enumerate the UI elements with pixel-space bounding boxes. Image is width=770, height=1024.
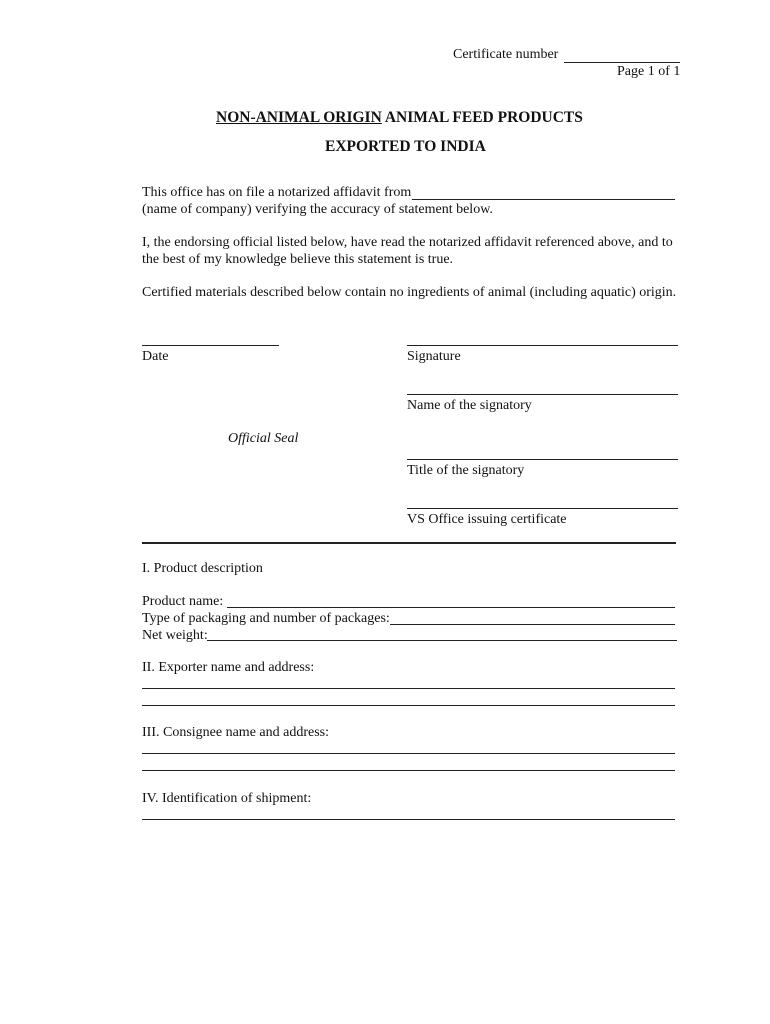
exporter-field-line1[interactable] — [142, 688, 675, 689]
consignee-heading: III. Consignee name and address: — [142, 725, 329, 740]
product-name-label: Product name: — [142, 594, 224, 609]
date-field[interactable] — [142, 345, 279, 346]
title-underlined-part: NON-ANIMAL ORIGIN — [216, 109, 382, 126]
identification-field-line1[interactable] — [142, 819, 675, 820]
signatory-name-label: Name of the signatory — [407, 398, 532, 413]
consignee-field-line1[interactable] — [142, 753, 675, 754]
certificate-number-label: Certificate number — [453, 47, 559, 62]
certificate-number-field[interactable] — [564, 62, 680, 63]
certified-statement: Certified materials described below contain no ingredients of animal (including aquatic) origin. — [142, 285, 677, 300]
signatory-title-field[interactable] — [407, 459, 678, 460]
endorsement-statement-line1: I, the endorsing official listed below, have read the notarized affidavit referenced above, and to — [142, 235, 673, 250]
affidavit-statement-line2: (name of company) verifying the accuracy of statement below. — [142, 202, 493, 217]
page-number: Page 1 of 1 — [617, 64, 681, 79]
official-seal-label: Official Seal — [228, 431, 299, 446]
exporter-field-line2[interactable] — [142, 705, 675, 706]
packaging-label: Type of packaging and number of packages: — [142, 611, 390, 626]
affidavit-statement-line1: This office has on file a notarized affidavit from — [142, 185, 412, 200]
vs-office-field[interactable] — [407, 508, 678, 509]
section-divider — [142, 542, 676, 544]
product-name-field[interactable] — [227, 607, 675, 608]
document-title-line1 — [216, 110, 583, 126]
net-weight-label: Net weight: — [142, 628, 208, 643]
endorsement-statement-line2: the best of my knowledge believe this statement is true. — [142, 252, 454, 267]
document-title-line2: EXPORTED TO INDIA — [325, 138, 486, 155]
title-rest-part: ANIMAL FEED PRODUCTS — [384, 109, 583, 126]
signature-field[interactable] — [407, 345, 678, 346]
signature-label: Signature — [407, 349, 461, 364]
signatory-name-field[interactable] — [407, 394, 678, 395]
product-description-heading: I. Product description — [142, 561, 263, 576]
signatory-title-label: Title of the signatory — [407, 463, 525, 478]
vs-office-label: VS Office issuing certificate — [407, 512, 567, 527]
identification-heading: IV. Identification of shipment: — [142, 791, 312, 806]
company-name-field[interactable] — [412, 199, 675, 200]
packaging-field[interactable] — [390, 624, 675, 625]
consignee-field-line2[interactable] — [142, 770, 675, 771]
exporter-heading: II. Exporter name and address: — [142, 660, 315, 675]
date-label: Date — [142, 349, 169, 364]
net-weight-field[interactable] — [207, 640, 677, 641]
